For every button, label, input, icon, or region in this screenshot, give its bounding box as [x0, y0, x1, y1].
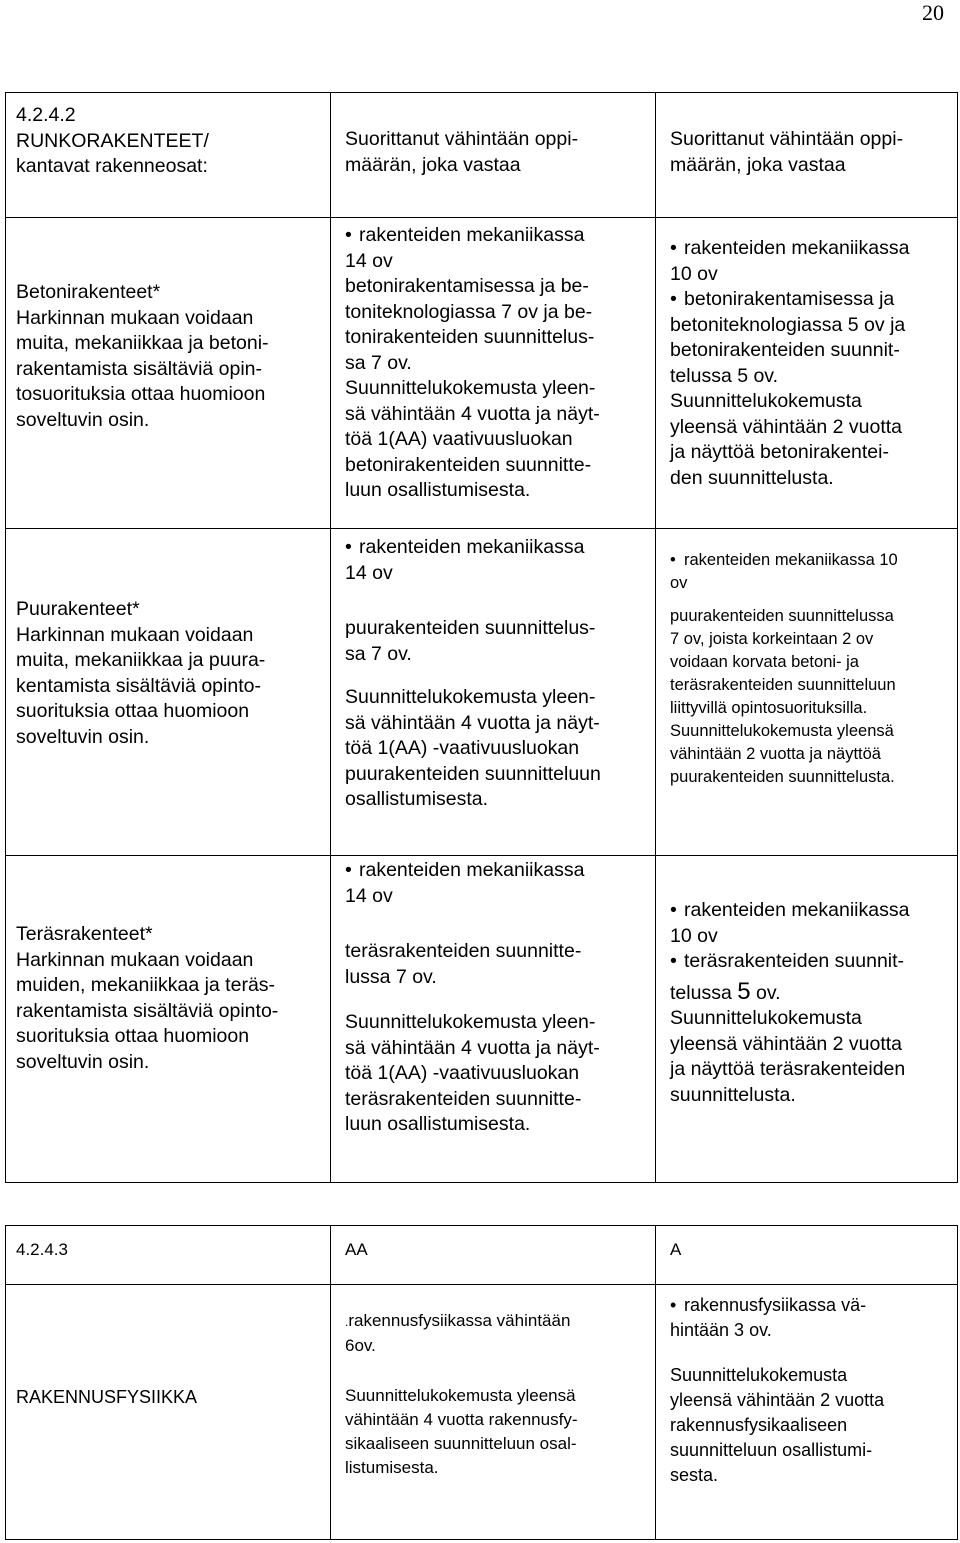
bullet-icon: • — [670, 288, 677, 310]
requirement-line: Suunnittelukokemusta yleen- — [345, 377, 596, 399]
requirement-line: sa 7 ov. — [345, 642, 412, 665]
requirement-line: ja näyttöä teräsrakenteiden — [670, 1058, 906, 1080]
label-line: Puurakenteet* — [16, 598, 140, 620]
requirement-line: 10 ov — [670, 262, 718, 285]
label-line: rakentamista sisältäviä opinto- — [16, 999, 279, 1022]
requirement-line: luun osallistumisesta. — [345, 1113, 531, 1135]
requirement-line: 14 ov — [345, 249, 393, 272]
label-line: suorituksia ottaa huomioon — [16, 1025, 250, 1047]
requirement-line: ja näyttöä betonirakentei- — [670, 441, 889, 463]
column-header-line: määrän, joka vastaa — [670, 153, 846, 176]
requirement-line: yleensä vähintään 2 vuotta — [670, 415, 903, 438]
aa-requirement-cell — [331, 1285, 656, 1540]
bullet-icon: • — [670, 551, 676, 569]
bullet-icon: • — [345, 859, 352, 881]
requirement-line: rakenteiden mekaniikassa — [359, 859, 585, 881]
a-requirement-cell — [656, 1285, 958, 1540]
label-line: Harkinnan mukaan voidaan — [16, 623, 254, 646]
requirement-line: tonirakenteiden suunnittelus- — [345, 326, 595, 348]
section-number: 4.2.4.3 — [16, 1240, 68, 1259]
requirement-line: Suunnittelukokemusta yleen- — [345, 1011, 596, 1033]
requirement-line: betonirakenteiden suunnitte- — [345, 453, 592, 476]
a-header-cell — [656, 1226, 958, 1285]
requirement-line: yleensä vähintään 2 vuotta — [670, 1390, 885, 1410]
requirement-line: toniteknologiassa 7 ov ja be- — [345, 300, 593, 323]
requirement-line: Suunnittelukokemusta — [670, 390, 862, 412]
bullet-icon: • — [345, 536, 352, 558]
requirement-line: teräsrakenteiden suunnitteluun — [670, 676, 896, 694]
requirement-line: vähintään 2 vuotta ja näyttöä — [670, 745, 881, 763]
column-header-line: Suorittanut vähintään oppi- — [670, 128, 904, 150]
requirement-line: ov. — [750, 981, 781, 1004]
requirement-line: 14 ov — [345, 884, 393, 907]
requirement-line: lussa 7 ov. — [345, 965, 437, 988]
label-line: tosuorituksia ottaa huomioon — [16, 383, 266, 405]
requirement-line: sesta. — [670, 1465, 719, 1485]
bullet-icon: • — [670, 899, 677, 921]
requirement-line: teräsrakenteiden suunnitte- — [345, 1087, 582, 1110]
a-requirement-cell — [656, 856, 958, 1183]
table-row — [6, 218, 958, 529]
section-number: 4.2.4.2 — [16, 104, 76, 126]
requirement-line: rakennusfysiikassa vä- — [684, 1295, 867, 1315]
label-line: Harkinnan mukaan voidaan — [16, 948, 254, 971]
requirement-line: puurakenteiden suunnitteluun — [345, 762, 601, 785]
requirement-line: puurakenteiden suunnittelussa — [670, 607, 894, 625]
section-header-cell — [6, 1226, 331, 1285]
aa-requirement-cell — [331, 218, 656, 529]
label-line: kentamista sisältäviä opinto- — [16, 674, 261, 697]
requirement-line: sikaaliseen suunnitteluun osal- — [345, 1434, 577, 1453]
stray-dot: . — [345, 1315, 349, 1329]
requirement-label-cell — [6, 1285, 331, 1540]
a-requirement-cell — [656, 529, 958, 856]
requirement-line: rakenteiden mekaniikassa — [359, 536, 585, 558]
requirement-line: 14 ov — [345, 561, 393, 584]
label-line: Harkinnan mukaan voidaan — [16, 306, 254, 329]
requirement-line: den suunnittelusta. — [670, 466, 834, 489]
requirement-line: sä vähintään 4 vuotta ja näyt- — [345, 711, 600, 734]
requirement-line: telussa 5 ov. — [670, 364, 779, 387]
requirement-line: listumisesta. — [345, 1458, 439, 1477]
requirement-line: töä 1(AA) vaativuusluokan — [345, 428, 573, 450]
requirement-line: suunnitteluun osallistumi- — [670, 1440, 873, 1460]
requirement-line: sä vähintään 4 vuotta ja näyt- — [345, 402, 600, 425]
requirement-line: betoniteknologiassa 5 ov ja — [670, 313, 906, 336]
a-requirement-cell — [656, 218, 958, 529]
rakennusfysiikka-label: RAKENNUSFYSIIKKA — [16, 1387, 198, 1407]
table-header-row — [6, 93, 958, 218]
requirement-line: betonirakentamisessa ja — [684, 288, 895, 310]
label-line: soveltuvin osin. — [16, 408, 150, 431]
bullet-icon: • — [670, 950, 677, 972]
requirement-line: töä 1(AA) -vaativuusluokan — [345, 737, 580, 759]
requirement-line: yleensä vähintään 2 vuotta — [670, 1032, 903, 1055]
bullet-icon: • — [670, 237, 677, 259]
requirement-label-cell — [6, 856, 331, 1183]
requirement-line: puurakenteiden suunnittelus- — [345, 617, 596, 639]
requirement-line: Suunnittelukokemusta yleensä — [345, 1386, 576, 1405]
aa-header-cell — [331, 93, 656, 218]
label-line: soveltuvin osin. — [16, 725, 150, 748]
label-line: muita, mekaniikkaa ja betoni- — [16, 332, 269, 354]
requirement-line: betonirakenteiden suunnit- — [670, 339, 900, 361]
requirement-line: telussa — [670, 981, 738, 1004]
requirement-line: rakenteiden mekaniikassa — [684, 899, 910, 921]
requirement-number: 5 — [737, 977, 751, 1005]
requirement-line: rakenteiden mekaniikassa — [359, 224, 585, 246]
requirement-line: osallistumisesta. — [345, 788, 489, 810]
aa-requirement-cell — [331, 529, 656, 856]
label-line: soveltuvin osin. — [16, 1050, 150, 1073]
requirement-line: töä 1(AA) -vaativuusluokan — [345, 1062, 580, 1084]
aa-requirement-cell — [331, 856, 656, 1183]
requirement-line: ov — [670, 574, 688, 592]
label-line: Teräsrakenteet* — [16, 923, 153, 945]
runkorakenteet-table — [5, 92, 958, 1183]
page-number: 20 — [922, 0, 944, 25]
bullet-icon: • — [670, 1295, 677, 1315]
requirement-line: Suunnittelukokemusta yleen- — [345, 686, 596, 708]
requirement-line: rakenteiden mekaniikassa — [684, 237, 910, 259]
requirement-line: Suunnittelukokemusta — [670, 1007, 862, 1029]
label-line: rakentamista sisältäviä opin- — [16, 357, 263, 380]
requirement-line: hintään 3 ov. — [670, 1320, 772, 1340]
section-header-cell — [6, 93, 331, 218]
requirement-line: 6ov. — [345, 1336, 376, 1355]
label-line: Betonirakenteet* — [16, 281, 161, 303]
requirement-line: Suunnittelukokemusta yleensä — [670, 722, 894, 740]
table-row — [6, 856, 958, 1183]
aa-header-cell — [331, 1226, 656, 1285]
requirement-line: 7 ov, joista korkeintaan 2 ov — [670, 630, 874, 648]
table-row — [6, 529, 958, 856]
requirement-line: luun osallistumisesta. — [345, 479, 531, 501]
requirement-line: puurakenteiden suunnittelusta. — [670, 768, 895, 786]
column-header: AA — [345, 1240, 368, 1259]
requirement-line: liittyvillä opintosuorituksilla. — [670, 699, 868, 717]
label-line: muita, mekaniikkaa ja puura- — [16, 649, 266, 671]
a-header-cell — [656, 93, 958, 218]
bullet-icon: • — [345, 224, 352, 246]
column-header: A — [670, 1240, 682, 1259]
requirement-line: vähintään 4 vuotta rakennusfy- — [345, 1410, 578, 1429]
requirement-line: rakennusfysikaaliseen — [670, 1415, 848, 1435]
requirement-line: rakennusfysiikassa vähintään — [348, 1311, 571, 1330]
requirement-line: Suunnittelukokemusta — [670, 1365, 848, 1385]
requirement-line: sa 7 ov. — [345, 351, 412, 374]
requirement-line: voidaan korvata betoni- ja — [670, 653, 859, 671]
section-title-line: RUNKORAKENTEET/ — [16, 129, 209, 152]
rakennusfysiikka-table — [5, 1225, 958, 1540]
requirement-label-cell — [6, 218, 331, 529]
requirement-line: 10 ov — [670, 924, 718, 947]
requirement-line: sä vähintään 4 vuotta ja näyt- — [345, 1036, 600, 1059]
column-header-line: Suorittanut vähintään oppi- — [345, 128, 579, 150]
label-line: suorituksia ottaa huomioon — [16, 700, 250, 722]
requirement-line: rakenteiden mekaniikassa 10 — [684, 551, 898, 569]
table-row — [6, 1285, 958, 1540]
table-header-row — [6, 1226, 958, 1285]
label-line: muiden, mekaniikkaa ja teräs- — [16, 974, 276, 996]
column-header-line: määrän, joka vastaa — [345, 153, 521, 176]
requirement-line: teräsrakenteiden suunnitte- — [345, 940, 582, 962]
requirement-line: teräsrakenteiden suunnit- — [684, 950, 905, 972]
requirement-label-cell — [6, 529, 331, 856]
section-title-line: kantavat rakenneosat: — [16, 155, 208, 177]
requirement-line: betonirakentamisessa ja be- — [345, 275, 589, 297]
requirement-line: suunnittelusta. — [670, 1083, 796, 1106]
